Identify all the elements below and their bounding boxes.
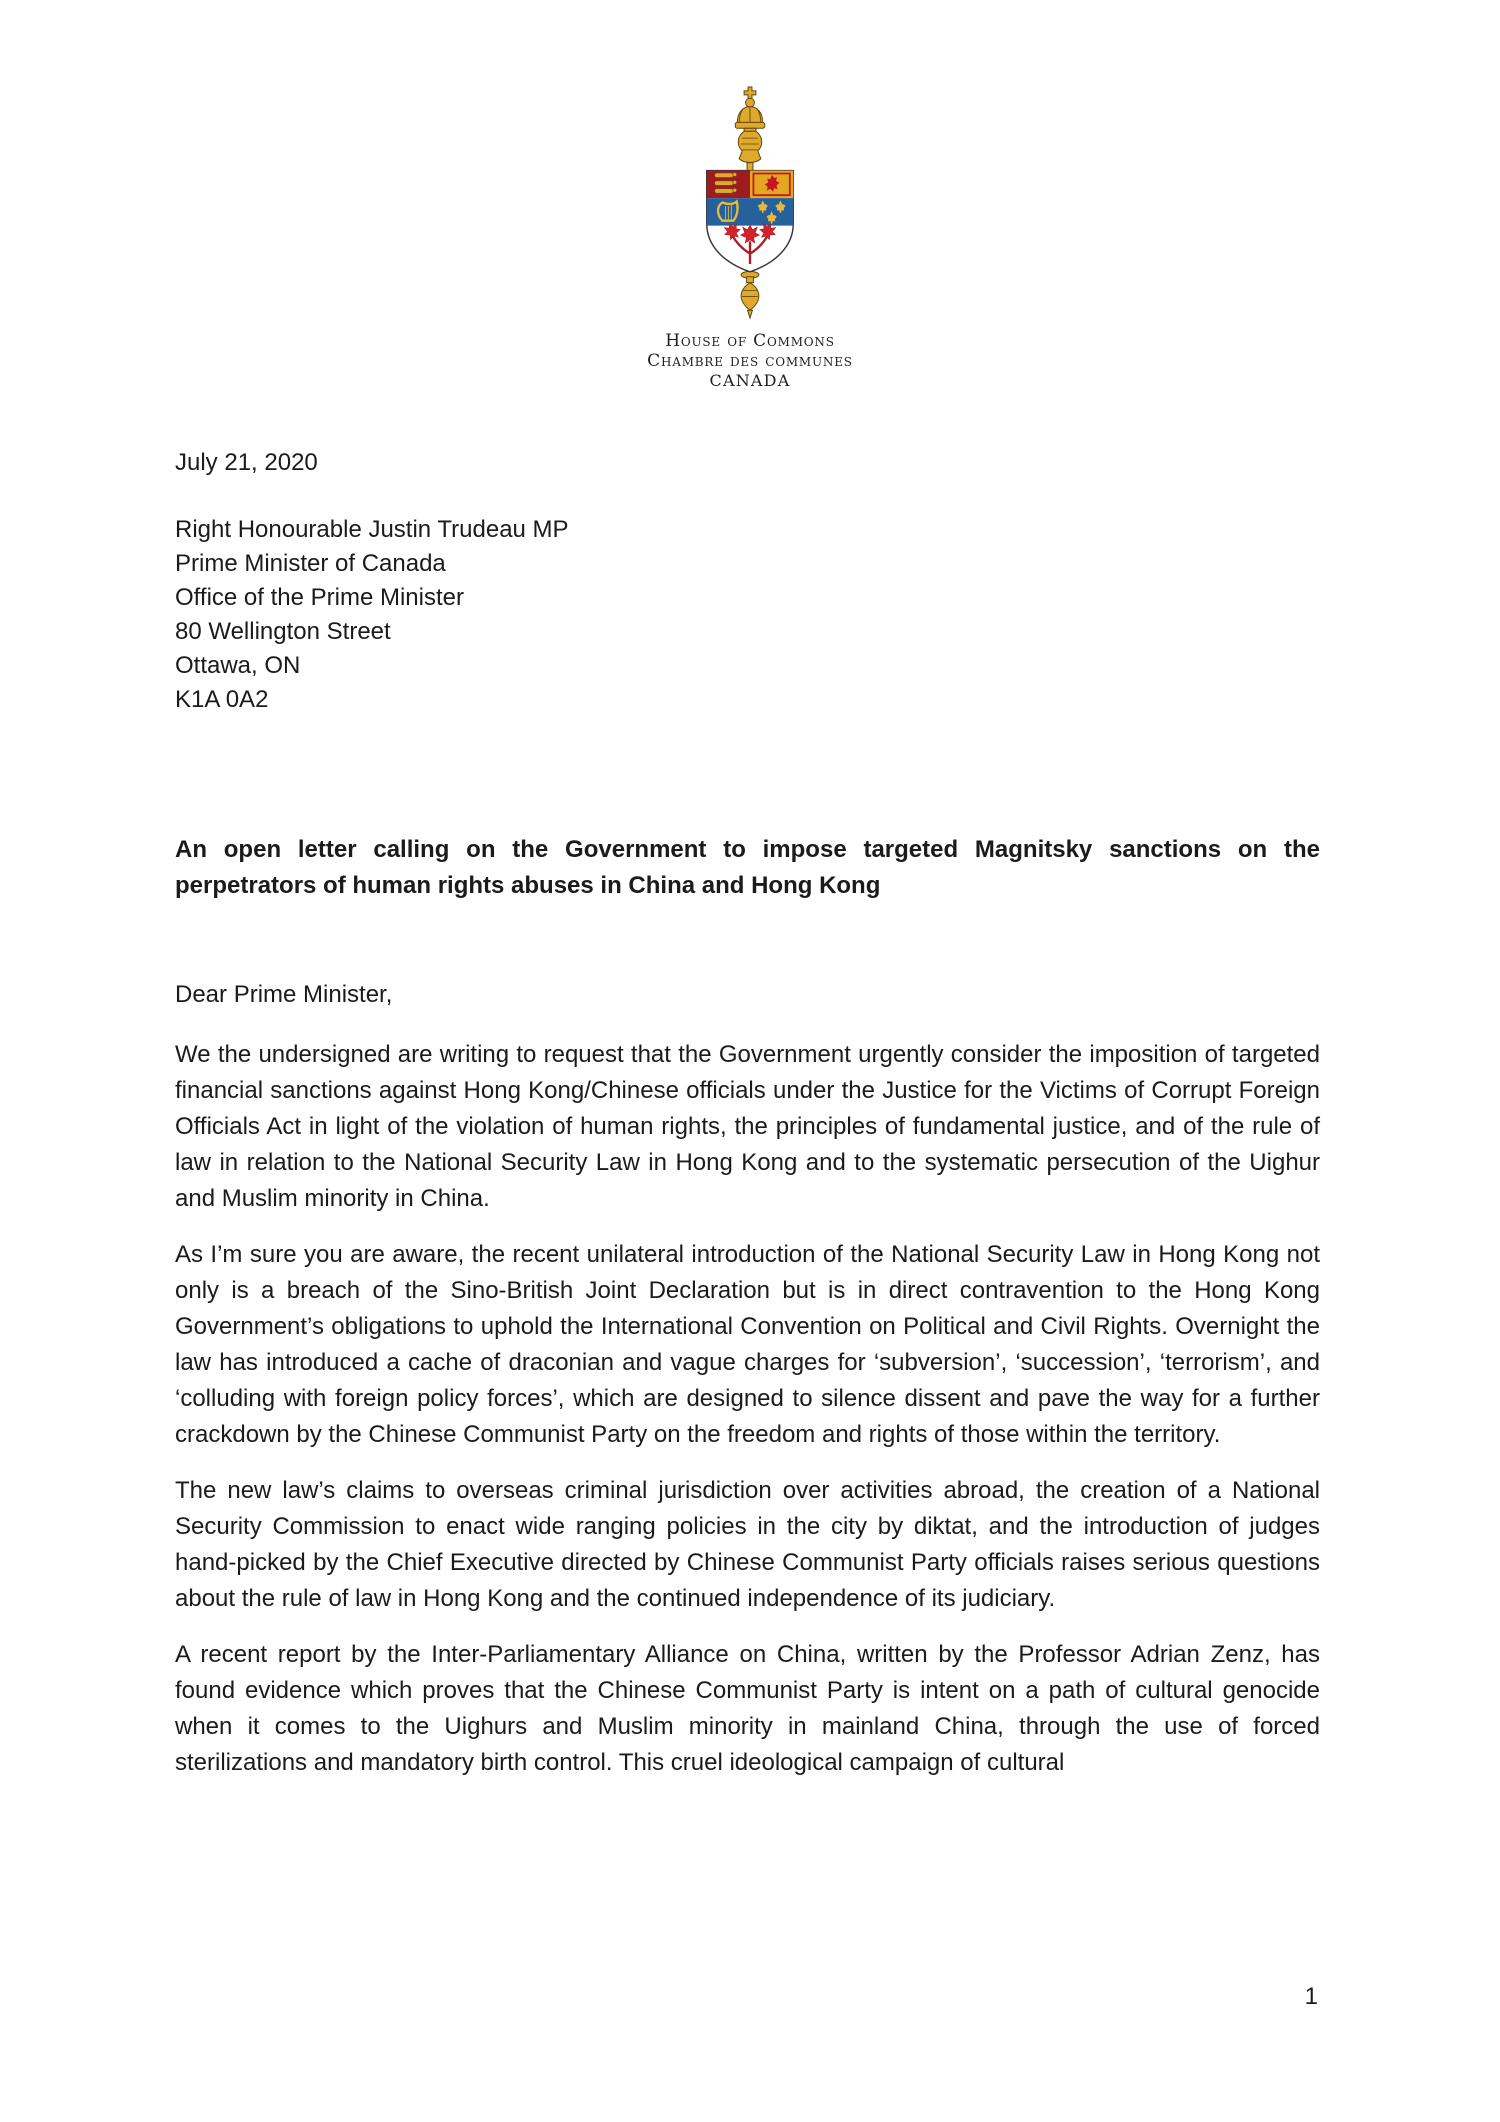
recipient-postal-code: K1A 0A2 xyxy=(175,686,269,713)
letter-salutation: Dear Prime Minister, xyxy=(175,981,393,1008)
body-paragraph-2: As I’m sure you are aware, the recent unilateral introduction of the National Security Law in Hong Kong not only is a breach of the Sino-British Joint Declaration but is in direct contravention to the Hong Kong Government’s obligations to uphold the International Convention on Political and Civil Rights. Overnight the law has introduced a cache of draconian and vague charges for ‘subversion’, ‘succession’, ‘terrorism’, and ‘colluding with foreign policy forces’, which are designed to silence dissent and pave the way for a further crackdown by the Chinese Communist Party on the freedom and rights of those within the territory. xyxy=(175,1241,1320,1448)
letterhead-house-of-commons: House of Commons xyxy=(665,331,835,351)
recipient-office: Office of the Prime Minister xyxy=(175,584,464,611)
letterhead-chambre-des-communes: Chambre des communes xyxy=(647,351,853,371)
letter-subject-line: An open letter calling on the Government to impose targeted Magnitsky sanctions on the perpetrators of human rights abuses in China and Hong Kong xyxy=(175,836,1320,899)
letter-body xyxy=(175,1037,1320,1801)
letterhead-canada: CANADA xyxy=(709,371,791,390)
recipient-name: Right Honourable Justin Trudeau MP xyxy=(175,516,569,543)
recipient-address-block xyxy=(175,513,1320,717)
recipient-title: Prime Minister of Canada xyxy=(175,550,446,577)
recipient-street: 80 Wellington Street xyxy=(175,618,391,645)
body-paragraph-3: The new law’s claims to overseas criminal jurisdiction over activities abroad, the creation of a National Security Commission to enact wide ranging policies in the city by diktat, and the introduction of judges hand-picked by the Chief Executive directed by Chinese Communist Party officials raises serious questions about the rule of law in Hong Kong and the continued independence of its judiciary. xyxy=(175,1477,1320,1612)
body-paragraph-4: A recent report by the Inter-Parliamentary Alliance on China, written by the Professor Adrian Zenz, has found evidence which proves that the Chinese Communist Party is intent on a path of cultural genocide when it comes to the Uighurs and Muslim minority in mainland China, through the use of forced sterilizations and mandatory birth control. This cruel ideological campaign of cultural xyxy=(175,1641,1320,1776)
letter-date: July 21, 2020 xyxy=(175,449,318,476)
page-number: 1 xyxy=(1304,1983,1318,2010)
house-of-commons-crest xyxy=(690,86,810,322)
recipient-city: Ottawa, ON xyxy=(175,652,301,679)
body-paragraph-1: We the undersigned are writing to request that the Government urgently consider the imposition of targeted financial sanctions against Hong Kong/Chinese officials under the Justice for the Victims of Corrupt Foreign Officials Act in light of the violation of human rights, the principles of fundamental justice, and of the rule of law in relation to the National Security Law in Hong Kong and to the systematic persecution of the Uighur and Muslim minority in China. xyxy=(175,1041,1320,1212)
